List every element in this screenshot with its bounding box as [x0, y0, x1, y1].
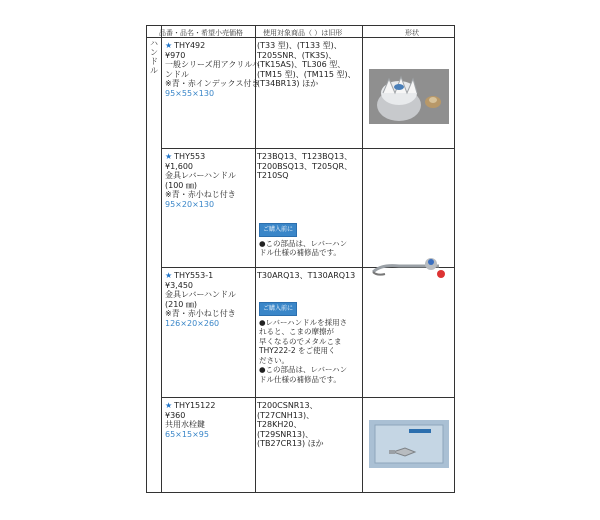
product-note: ※青・赤小ねじ付き: [165, 190, 236, 199]
product-note: ※青・赤インデックス付き: [165, 79, 260, 88]
star-icon: ★: [165, 41, 173, 50]
product-price: ¥360: [165, 410, 186, 420]
star-icon: ★: [165, 152, 173, 161]
row-divider: [161, 397, 454, 398]
header-divider: [147, 37, 454, 38]
header-shape: 形状: [405, 29, 419, 37]
star-icon: ★: [165, 271, 173, 280]
product-name-size: (100 ㎜): [165, 180, 198, 190]
product-price: ¥3,450: [165, 280, 193, 290]
product-code: THY492: [174, 41, 206, 50]
product-note: ※青・赤小ねじ付き: [165, 309, 236, 318]
product-code: THY553: [174, 152, 206, 161]
compatible-models: T200CSNR13、 (T27CNH13)、 T28KH20、 (T29SNR13)、 (TB27CR13) ほか: [257, 401, 324, 448]
product-name-size: (210 ㎜): [165, 299, 198, 309]
column-divider: [161, 26, 162, 492]
purchase-badge: ご購入前に: [259, 302, 297, 316]
product-size: 65×15×95: [165, 429, 209, 439]
product-code: THY15122: [174, 401, 216, 410]
star-icon: ★: [165, 401, 173, 410]
purchase-notice: ご購入前に ●この部品は、レバーハン ドル仕様の補修品です。: [259, 223, 359, 258]
compatible-models: (T33 型)、(T133 型)、 T205SNR、(TK3S)、 (TK15AS)、TL306 型、 (TM15 型)、(TM115 型)、 (T34BR13) ほか: [257, 41, 356, 88]
product-size: 126×20×260: [165, 318, 220, 328]
category-label: ハ ン ド ル: [150, 39, 158, 75]
row-divider: [161, 148, 454, 149]
faucet-key-image: [369, 420, 449, 468]
product-info: [165, 152, 260, 209]
product-code: THY553-1: [174, 271, 214, 280]
parts-table: [146, 25, 455, 493]
compatible-models: T23BQ13、T123BQ13、 T200BSQ13、T205QR、 T210SQ: [257, 152, 353, 180]
header-product: 品番・品名・希望小売価格: [159, 29, 243, 37]
product-size: 95×20×130: [165, 199, 215, 209]
product-info: [165, 41, 260, 98]
column-divider: [362, 26, 363, 492]
product-info: [165, 401, 260, 439]
product-name: 金具レバーハンドル: [165, 171, 237, 180]
product-info: [165, 271, 260, 328]
purchase-notice: ご購入前に ●レバーハンドルを採用さ れると、こまの摩擦が 早くなるのでメタルこま THY222-2 をご使用く ださい。 ●この部品は、レバーハン ドル仕様の補修品です。: [259, 302, 359, 384]
product-name: 共用水栓鍵: [165, 420, 205, 429]
product-size: 95×55×130: [165, 88, 215, 98]
purchase-badge: ご購入前に: [259, 223, 297, 237]
product-name: 一般シリーズ用アクリルハンドル: [165, 60, 260, 79]
header-models: 使用対象商品（ ）は旧形: [263, 29, 343, 37]
product-price: ¥970: [165, 50, 186, 60]
lever-handle-image: [369, 248, 453, 288]
product-name: 金具レバーハンドル: [165, 290, 237, 299]
product-price: ¥1,600: [165, 161, 193, 171]
compatible-models: T30ARQ13、T130ARQ13: [257, 271, 356, 280]
acrylic-handle-image: [369, 69, 449, 124]
